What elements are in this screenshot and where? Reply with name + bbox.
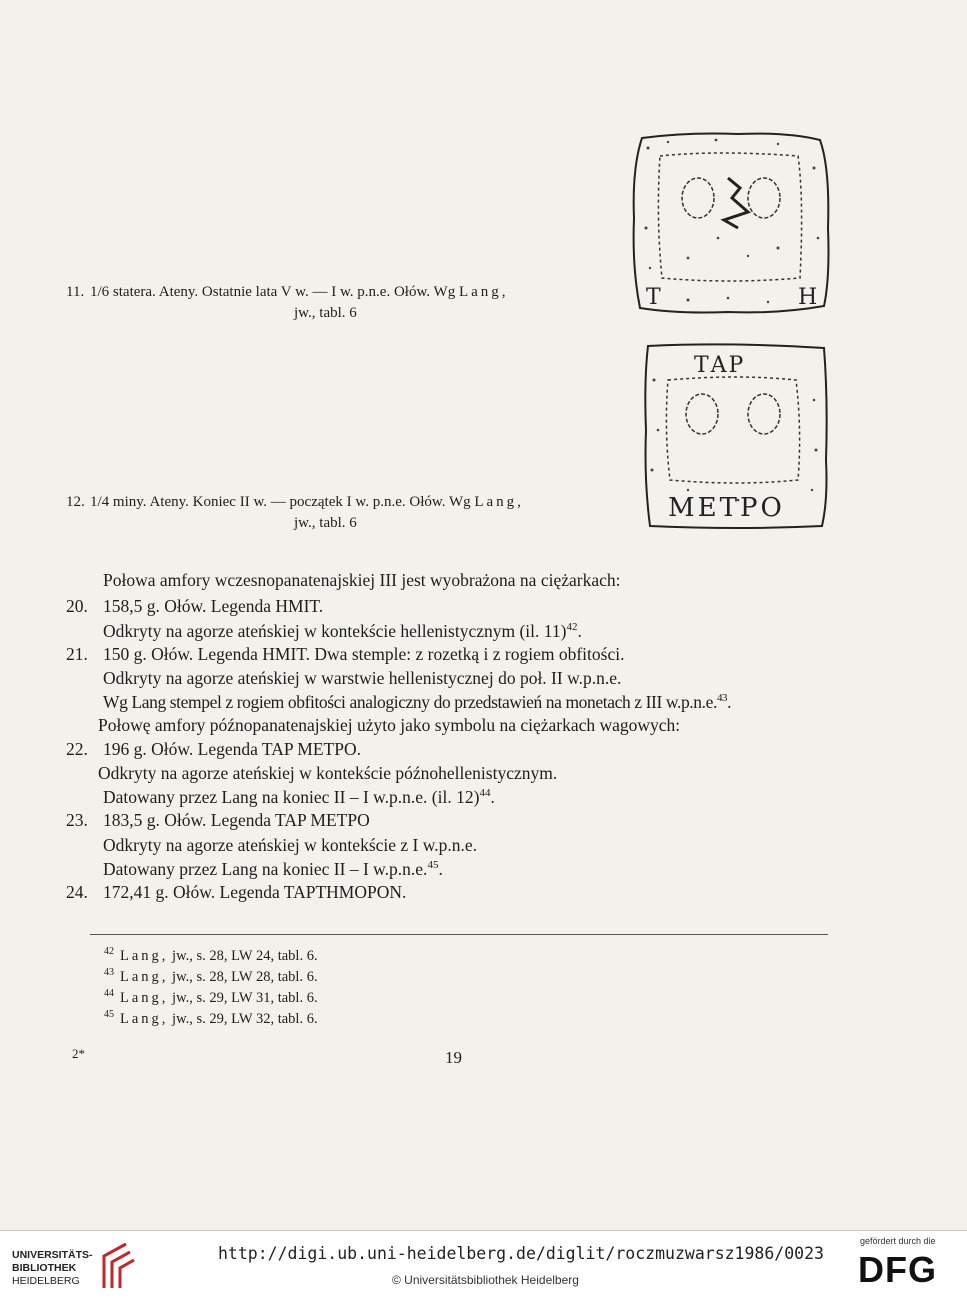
signature-mark: 2*	[72, 1046, 85, 1061]
library-name: UNIVERSITÄTS- BIBLIOTHEK HEIDELBERG	[12, 1249, 93, 1287]
footnote-ref: 43	[716, 692, 728, 705]
caption-author: Lang,	[458, 284, 509, 300]
copyright-notice: © Universitätsbibliothek Heidelberg	[392, 1273, 579, 1287]
caption-author: Lang,	[474, 494, 524, 510]
dfg-logo: DFG	[858, 1249, 937, 1290]
page-number: 19	[445, 1048, 462, 1067]
footnote-divider	[90, 934, 828, 935]
footnote-ref: 45	[427, 859, 439, 872]
caption-ref: jw., tabl. 6	[294, 305, 357, 321]
lead-weight-illustration-12	[638, 340, 832, 532]
footnote-ref: 42	[566, 621, 578, 634]
item-number: 22.	[66, 739, 88, 759]
footnote: $^{43}$ Lang, jw., s. 28, LW 28, tabl. 6.	[104, 967, 318, 985]
item-number: 21.	[66, 644, 88, 664]
funding-note: gefördert durch die	[860, 1236, 936, 1246]
footnote: $^{45}$ Lang, jw., s. 29, LW 32, tabl. 6.	[104, 1009, 318, 1027]
scanned-page: 11. 1/6 statera. Ateny. Ostatnie lata V w. — I w. p.n.e. Ołów. Wg Lang, jw., tabl. 6 Τ Η 12. 1/4 miny. Ateny. Koniec II w. — początek I w. p.n.e. Ołów. Wg Lang, jw., tabl. 6 ΤΑΡ ΜΕΤΡΟ Połowa amfory wczesnopanatenajskiej III jest wyobrażona na ciężarkach: 20. 158,5 g. Ołów. Legenda HMIT. Odkryty na agorze ateńskiej w kontekście hellenistycznym (il. 11)$^{42}$. 21. 150 g. Ołów. Legenda HMIT. Dwa stemple: z rozetką i z rogiem obfitości. Odkryty na agorze ateńskiej w warstwie hellenistycznej do poł. II w.p.n.e. Wg Lang stempel z rogiem obfitości analogiczny do przedstawień na monetach z III w.p.n.e.$^{43}$. Połowę amfory późnopanatenajskiej użyto jako symbolu na ciężarkach wagowych: 22. 196 g. Ołów. Legenda TAP METPO. Odkryty na agorze ateńskiej w kontekście późnohellenistycznym. Datowany przez Lang na koniec II – I w.p.n.e. (il. 12)$^{44}$. 23. 183,5 g. Ołów. Legenda TAP METPO Odkryty na agorze ateńskiej w kontekście z I w.p.n.e. Datowany przez Lang na koniec II – I w.p.n.e.$^{45}$. 24. 172,41 g. Ołów. Legenda TAPTHMOPON. $^{42}$ Lang, jw., s. 28, LW 24, tabl. 6. $^{43}$ Lang, jw., s. 28, LW 28, tabl. 6. $^{44}$ Lang, jw., s. 29, LW 31, tabl. 6. $^{45}$ Lang, jw., s. 29, LW 32, tabl. 6. 2* 19	[0, 0, 967, 1230]
viewer-footer	[0, 1230, 967, 1299]
caption-number: 11.	[66, 284, 85, 300]
caption-text: 1/6 statera. Ateny. Ostatnie lata V w. — I w. p.n.e. Ołów. Wg	[90, 284, 456, 300]
footnote: $^{44}$ Lang, jw., s. 29, LW 31, tabl. 6.	[104, 988, 318, 1006]
caption-ref: jw., tabl. 6	[294, 515, 357, 531]
caption-12	[66, 492, 606, 534]
caption-text: 1/4 miny. Ateny. Koniec II w. — początek I w. p.n.e. Ołów. Wg	[90, 494, 471, 510]
library-logo-icon	[96, 1240, 136, 1292]
item-number: 24.	[66, 882, 88, 902]
footnote-ref: 44	[479, 787, 491, 800]
caption-11	[66, 282, 606, 324]
stamp-legend-bottom: ΜΕΤΡΟ	[668, 493, 785, 523]
footnote: $^{42}$ Lang, jw., s. 28, LW 24, tabl. 6.	[104, 946, 318, 964]
caption-number: 12.	[66, 494, 85, 510]
lead-weight-illustration-11	[628, 128, 834, 320]
stamp-legend-top: ΤΑΡ	[694, 353, 746, 378]
item-number: 20.	[66, 596, 88, 616]
permalink-url[interactable]: http://digi.ub.uni-heidelberg.de/diglit/roczmuzwarsz1986/0023	[218, 1244, 824, 1263]
stamp-letter-left: Τ	[646, 285, 661, 310]
stamp-letter-right: Η	[798, 285, 818, 310]
item-number: 23.	[66, 810, 88, 830]
